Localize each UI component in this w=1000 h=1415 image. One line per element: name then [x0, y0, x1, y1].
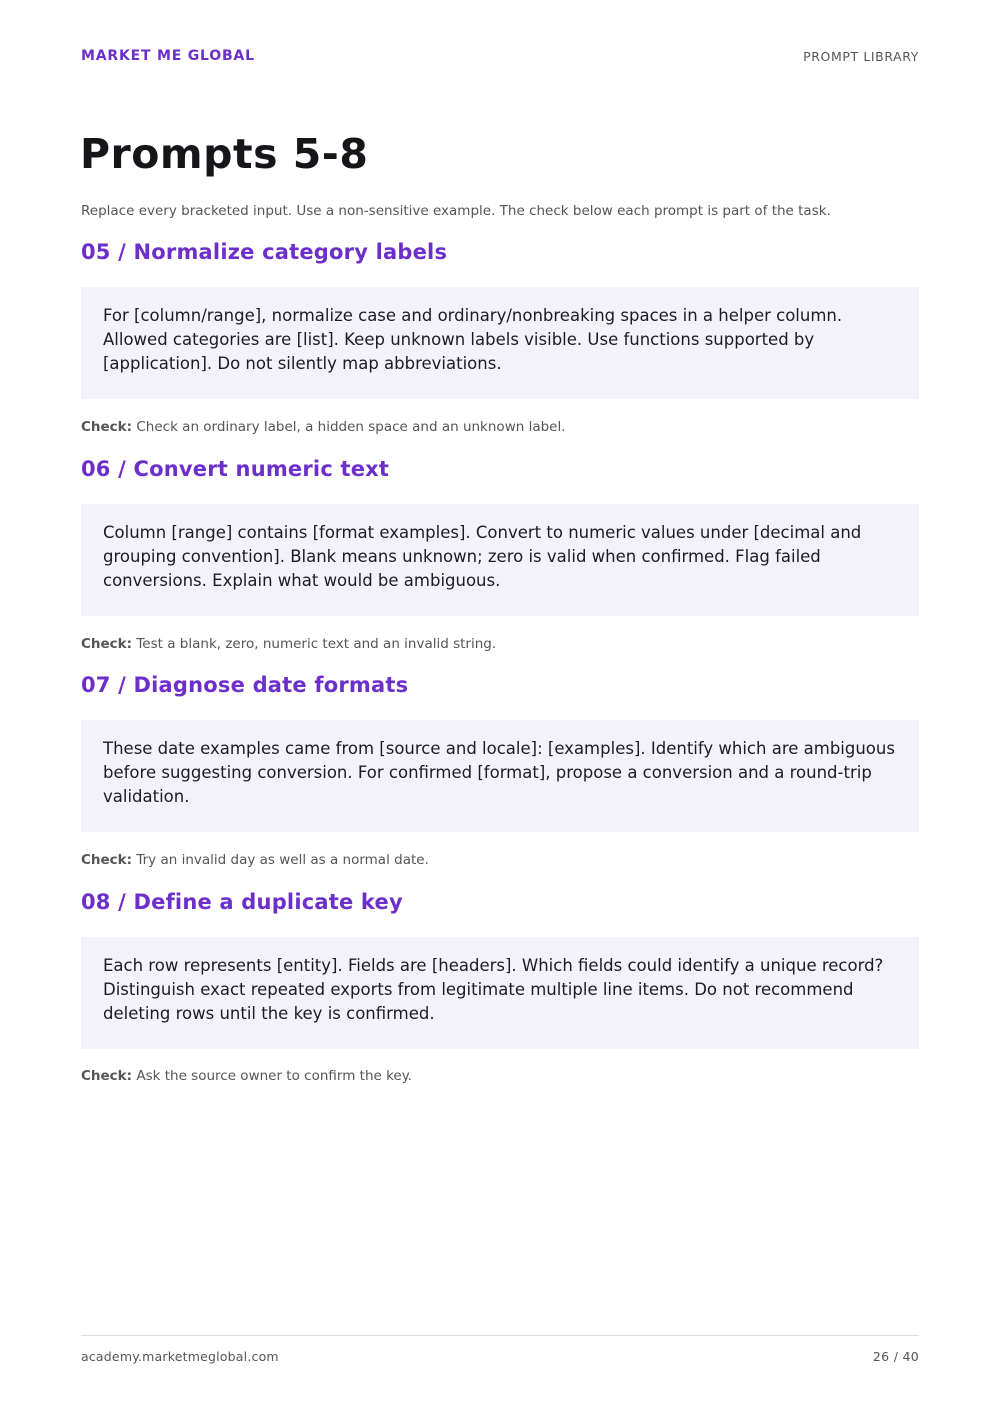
- footer-site-url: academy.marketmeglobal.com: [81, 1349, 279, 1364]
- intro-text: Replace every bracketed input. Use a non-sensitive example. The check below each prompt is part of the task.: [81, 203, 831, 219]
- check-label: Check:: [81, 1068, 133, 1084]
- prompt-heading-08: 08 / Define a duplicate key: [81, 890, 403, 914]
- prompt-body-06: Column [range] contains [format examples]. Convert to numeric values under [decimal and grouping convention]. Blank means unknown; zero is valid when confirmed. Flag failed conversions. Explain what would be ambiguous.: [103, 523, 862, 590]
- prompt-box-07: [81, 720, 919, 832]
- prompt-box-06: [81, 504, 919, 616]
- prompt-box-08: [81, 937, 919, 1049]
- section-label: PROMPT LIBRARY: [803, 49, 919, 64]
- prompt-check-08: [81, 1068, 921, 1084]
- prompt-body-07: These date examples came from [source and locale]: [examples]. Identify which are ambiguous before suggesting conversion. For confirmed [format], propose a conversion and a round-trip validation.: [103, 739, 895, 806]
- prompt-heading-07: 07 / Diagnose date formats: [81, 673, 409, 697]
- page-title: Prompts 5-8: [80, 130, 369, 178]
- check-text: Ask the source owner to confirm the key.: [136, 1068, 413, 1084]
- check-label: Check:: [81, 419, 133, 435]
- prompt-check-05: [81, 419, 921, 435]
- prompt-body-08: Each row represents [entity]. Fields are [headers]. Which fields could identify a unique record? Distinguish exact repeated exports from legitimate multiple line items. Do not recommend deleting rows until the key is confirmed.: [103, 956, 884, 1023]
- prompt-check-06: [81, 636, 921, 652]
- prompt-heading-06: 06 / Convert numeric text: [81, 457, 390, 481]
- check-text: Test a blank, zero, numeric text and an invalid string.: [136, 636, 497, 652]
- check-text: Try an invalid day as well as a normal date.: [136, 852, 429, 868]
- prompt-check-07: [81, 852, 921, 868]
- check-label: Check:: [81, 636, 133, 652]
- check-text: Check an ordinary label, a hidden space and an unknown label.: [136, 419, 566, 435]
- prompt-body-05: For [column/range], normalize case and ordinary/nonbreaking spaces in a helper column. Allowed categories are [list]. Keep unknown labels visible. Use functions supported by [application]. Do not silently map abbreviations.: [103, 306, 843, 373]
- footer-divider: [81, 1335, 919, 1336]
- check-label: Check:: [81, 852, 133, 868]
- prompt-heading-05: 05 / Normalize category labels: [81, 240, 448, 264]
- footer-page-number: 26 / 40: [872, 1349, 919, 1364]
- brand-name: MARKET ME GLOBAL: [81, 48, 255, 64]
- prompt-box-05: [81, 287, 919, 399]
